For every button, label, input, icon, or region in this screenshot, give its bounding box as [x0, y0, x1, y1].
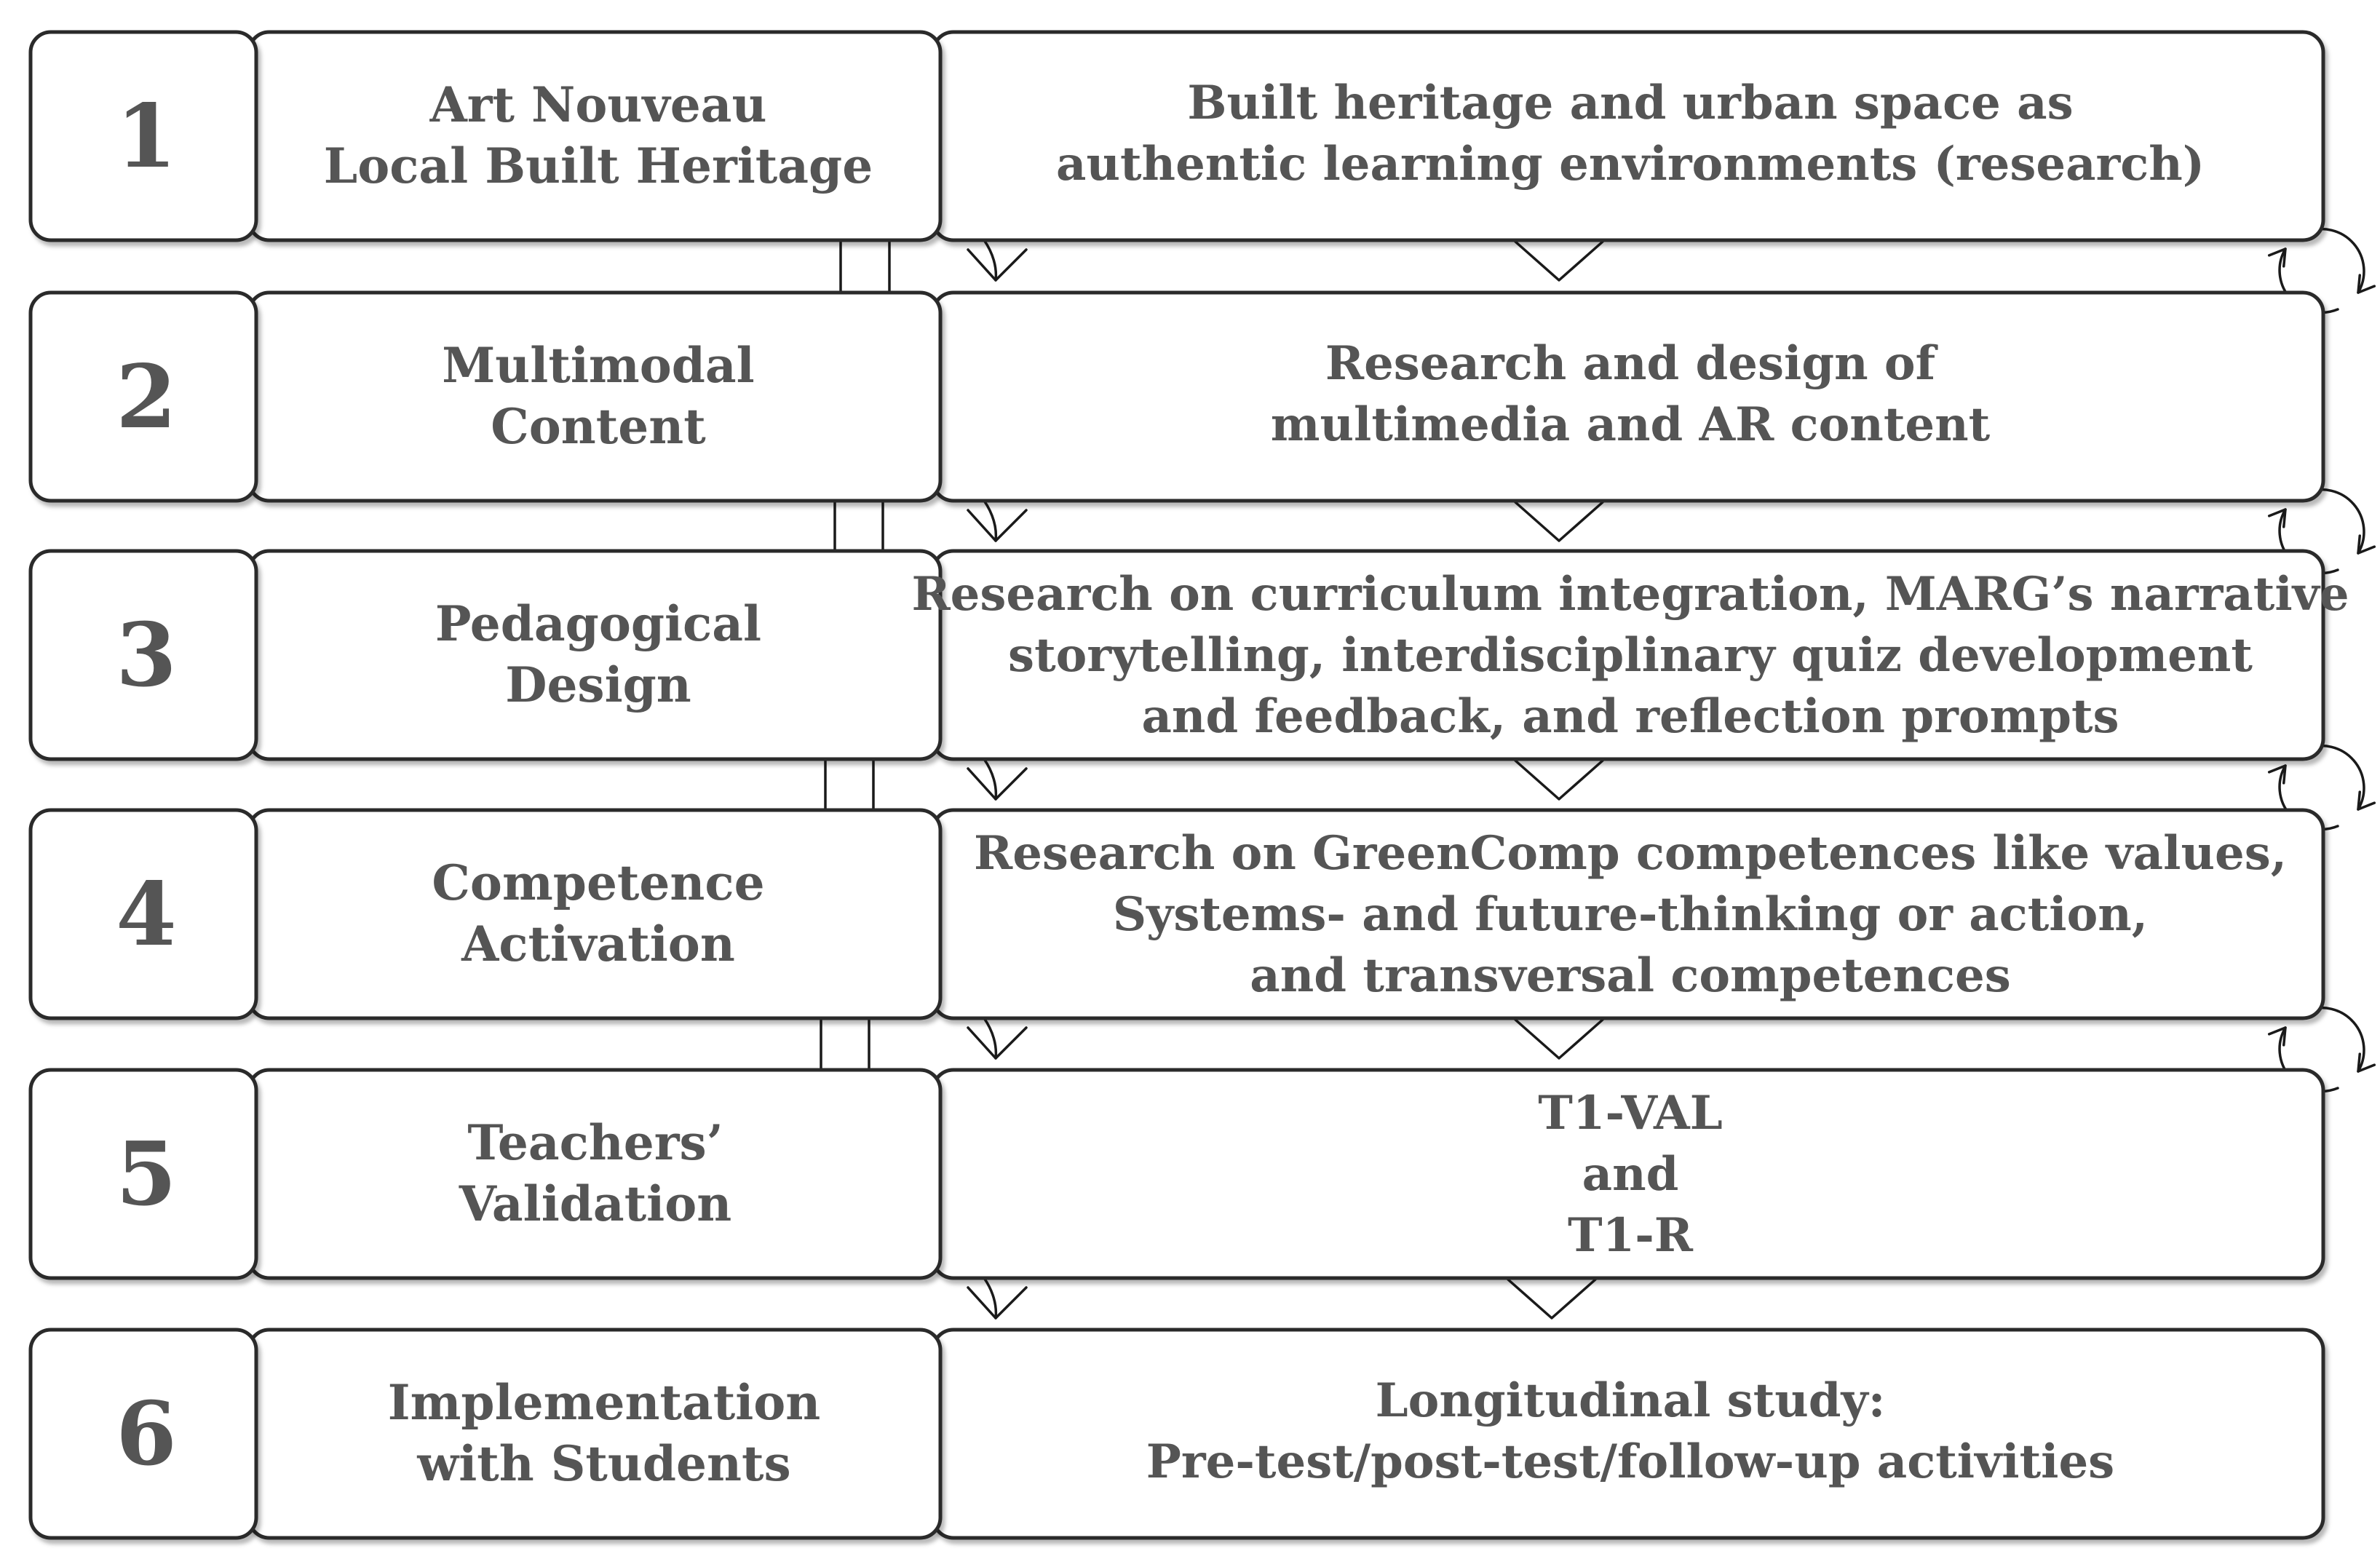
step-description-box [933, 32, 2323, 240]
step-description-line: Built heritage and urban space as [1187, 76, 2074, 130]
cycle-arc-right [2306, 1008, 2364, 1071]
flow-chevron [1508, 1280, 1595, 1318]
step-row-4 [31, 810, 2323, 1018]
step-label-box [249, 32, 940, 240]
step-label-box [249, 551, 940, 759]
step-description-line: Pre-test/post-test/follow-up activities [1146, 1435, 2115, 1489]
step-label-line: Content [491, 398, 706, 455]
step-description-line: T1-VAL [1538, 1086, 1723, 1140]
step-number: 3 [116, 604, 177, 707]
step-description-line: Systems- and future-thinking or action, [1112, 887, 2149, 942]
step-number: 4 [116, 863, 177, 966]
step-number: 1 [116, 85, 177, 188]
step-label-line: Art Nouveau [429, 76, 767, 133]
step-description-line: and [1582, 1147, 1679, 1202]
step-label-line: Teachers’ [467, 1114, 723, 1171]
step-description-line: Longitudinal study: [1375, 1373, 1886, 1428]
step-label-line: Competence [432, 854, 765, 911]
flow-chevron [1515, 761, 1603, 799]
step-description-line: Research on curriculum integration, MARG’s narrative [911, 567, 2349, 622]
step-row-5 [31, 1070, 2323, 1278]
flow-chevron [1515, 242, 1603, 280]
step-number: 6 [116, 1383, 177, 1485]
step-rows [31, 32, 2349, 1538]
step-label-line: Activation [461, 916, 735, 972]
step-description-line: and transversal competences [1250, 948, 2011, 1003]
step-description-line: and feedback, and reflection prompts [1141, 689, 2119, 744]
step-label-line: Pedagogical [435, 595, 762, 652]
step-label-box [249, 293, 940, 501]
step-description-line: storytelling, interdisciplinary quiz development [1008, 628, 2253, 683]
step-number: 5 [116, 1123, 177, 1226]
step-label-line: Implementation [387, 1374, 821, 1431]
step-description-line: Research on GreenComp competences like values, [974, 826, 2287, 881]
step-label-line: Multimodal [442, 337, 755, 394]
step-description-box [933, 293, 2323, 501]
flow-chevron [1515, 502, 1603, 541]
step-description-line: Research and design of [1325, 336, 1936, 391]
step-label-box [249, 1070, 940, 1278]
step-description-line: authentic learning environments (research) [1055, 137, 2205, 191]
step-row-2 [31, 293, 2323, 501]
flow-chevron [1515, 1020, 1603, 1058]
step-label-line: Validation [459, 1175, 732, 1232]
step-description-line: T1-R [1568, 1208, 1693, 1263]
step-row-6 [31, 1330, 2323, 1538]
step-label-line: with Students [417, 1435, 791, 1492]
step-description-box [933, 1330, 2323, 1538]
step-label-line: Local Built Heritage [323, 138, 873, 194]
step-row-3 [31, 551, 2349, 759]
step-row-1 [31, 32, 2323, 240]
step-description-line: multimedia and AR content [1270, 397, 1991, 452]
step-label-box [249, 810, 940, 1018]
step-label-line: Design [505, 656, 691, 713]
step-number: 2 [116, 346, 177, 448]
step-label-box [249, 1330, 940, 1538]
